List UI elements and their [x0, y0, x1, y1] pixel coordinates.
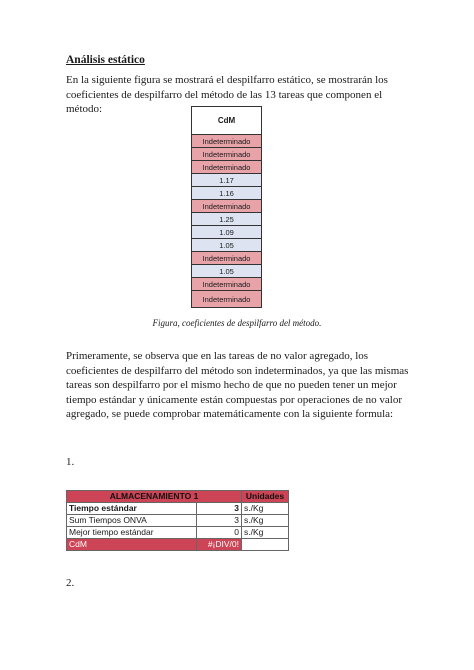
table-row: [67, 515, 289, 527]
explanation-paragraph: Primeramente, se observa que en las tareas de no valor agregado, los coeficientes de despilfarro del método son indeterminados, ya que las mismas tareas son despilfarro por el mismo hecho de que no pueden tener un mejor tiempo estándar y únicamente están compuestas por operaciones de no valor agregado, se puede comprobar matemáticamente con la siguiente formula:: [66, 350, 409, 420]
row-value: 3: [197, 515, 242, 527]
cdm-cell: 1.09: [191, 226, 262, 239]
cdm-column: [191, 134, 262, 308]
cdm-header: CdM: [191, 106, 262, 134]
cdm-cell: Indeterminado: [191, 291, 262, 308]
cdm-figure: [191, 106, 262, 308]
result-value: #¡DIV/0!: [197, 539, 242, 551]
result-row: [67, 539, 289, 551]
table-row: [67, 503, 289, 515]
cdm-cell: 1.05: [191, 239, 262, 252]
table-header-row: [67, 491, 289, 503]
row-unit: s./Kg: [242, 503, 289, 515]
almacenamiento-table: [66, 490, 289, 551]
figure-caption: Figura, coeficientes de despilfarro del método.: [152, 318, 322, 328]
row-unit: s./Kg: [242, 515, 289, 527]
row-label: Mejor tiempo estándar: [67, 527, 197, 539]
cdm-cell: Indeterminado: [191, 278, 262, 291]
cdm-cell: 1.16: [191, 187, 262, 200]
row-label: Sum Tiempos ONVA: [67, 515, 197, 527]
units-header: Unidades: [242, 491, 289, 503]
row-value: 3: [197, 503, 242, 515]
result-label: CdM: [67, 539, 197, 551]
row-value: 0: [197, 527, 242, 539]
cdm-cell: Indeterminado: [191, 134, 262, 148]
item-number-1: 1.: [66, 456, 75, 468]
row-label: Tiempo estándar: [67, 503, 197, 515]
section-heading: Análisis estático: [66, 54, 145, 66]
table-row: [67, 527, 289, 539]
cdm-cell: 1.17: [191, 174, 262, 187]
cdm-cell: Indeterminado: [191, 252, 262, 265]
item-number-2: 2.: [66, 577, 75, 589]
cdm-cell: Indeterminado: [191, 148, 262, 161]
cdm-cell: 1.25: [191, 213, 262, 226]
table-title: ALMACENAMIENTO 1: [67, 491, 242, 503]
intro-paragraph: En la siguiente figura se mostrará el despilfarro estático, se mostrarán los coeficientes de despilfarro del método de las 13 tareas que componen el método:: [66, 74, 388, 115]
cdm-cell: 1.05: [191, 265, 262, 278]
result-unit: [242, 539, 289, 551]
cdm-cell: Indeterminado: [191, 161, 262, 174]
cdm-cell: Indeterminado: [191, 200, 262, 213]
row-unit: s./Kg: [242, 527, 289, 539]
